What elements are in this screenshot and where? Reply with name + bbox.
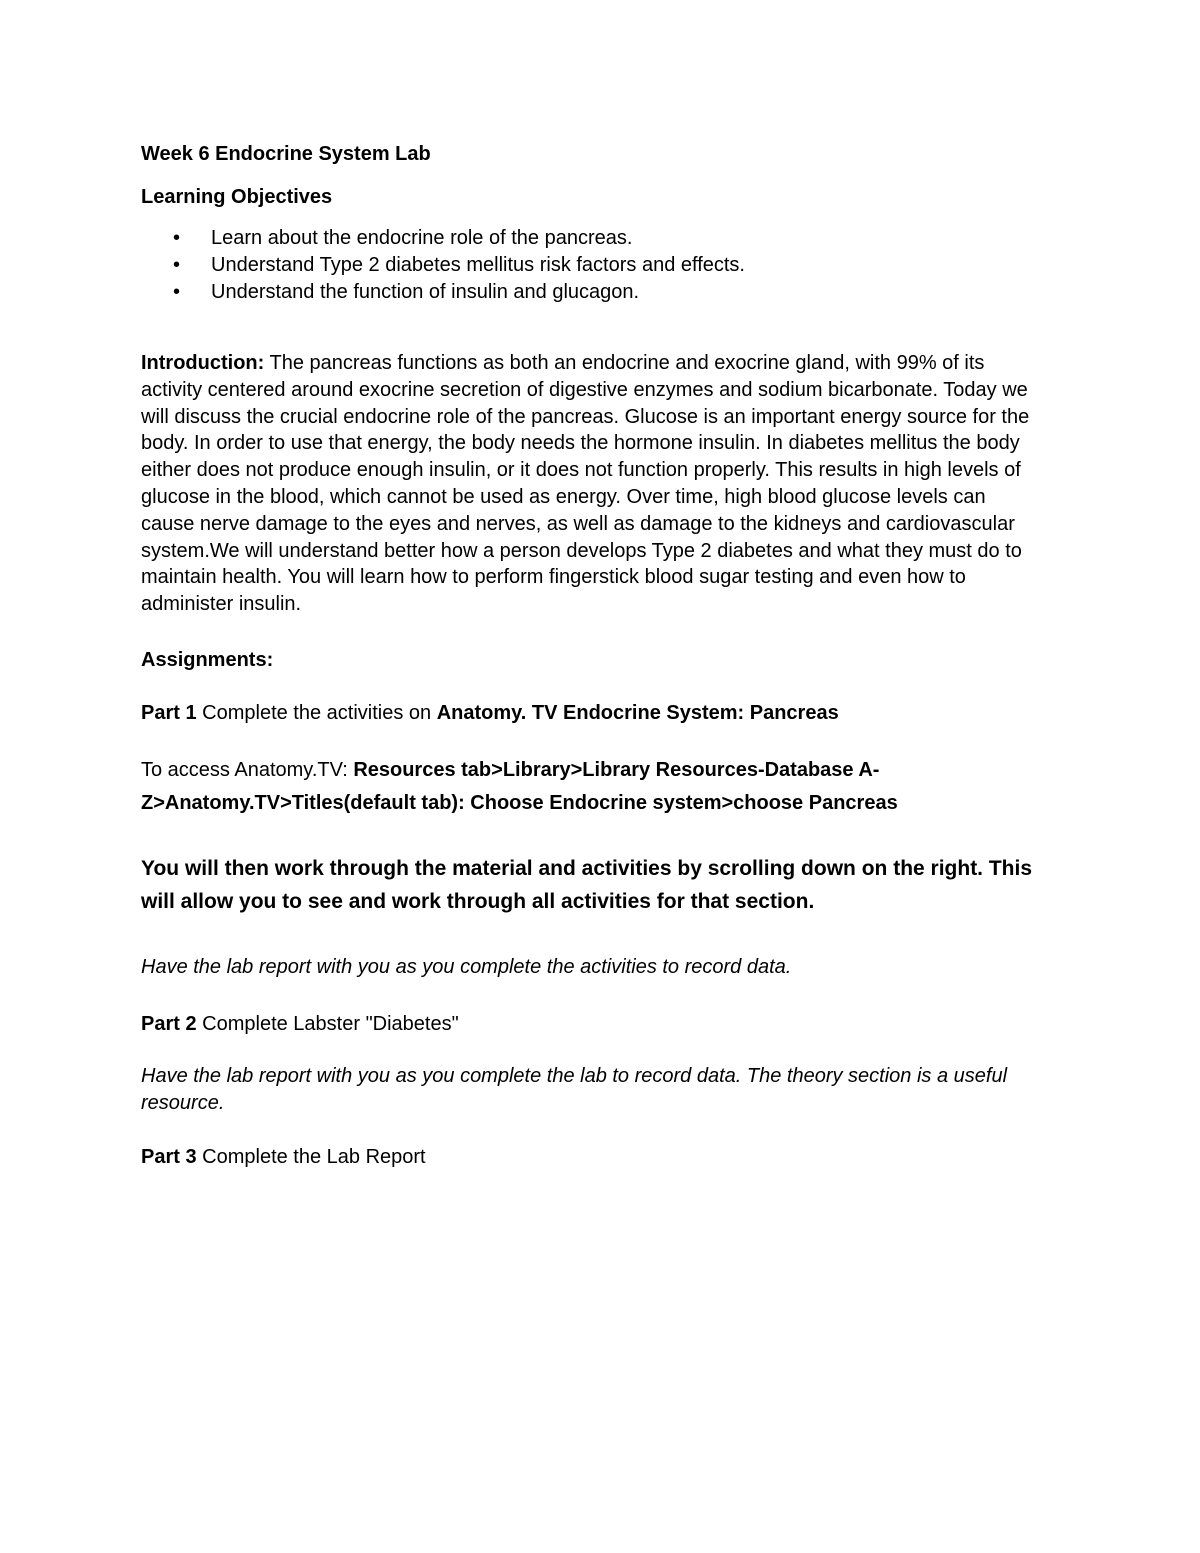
access-instructions [141,754,1041,820]
scroll-note: You will then work through the material and activities by scrolling down on the right. This will allow you to see and work through all activities for that section. [141,857,1033,913]
introduction-paragraph [141,350,1041,618]
part1-paragraph [141,699,1041,727]
list-item [141,279,1021,306]
part2-label: Part 2 [141,1013,197,1035]
part1-target: Anatomy. TV Endocrine System: Pancreas [436,702,839,724]
document-title: Week 6 Endocrine System Lab [141,143,431,165]
part3-label: Part 3 [141,1146,197,1168]
list-item [141,252,1021,279]
part2-paragraph [141,1010,459,1038]
bullet-icon: • [173,281,181,303]
part3-paragraph [141,1143,426,1171]
bullet-icon: • [173,254,181,276]
access-path: Resources tab>Library>Library Resources-Database A-Z>Anatomy.TV>Titles(default tab): Choose Endocrine system>choose Pancreas [141,759,898,814]
part1-text: Complete the activities on [196,702,437,724]
introduction-text: The pancreas functions as both an endocrine and exocrine gland, with 99% of its activity centered around exocrine secretion of digestive enzymes and sodium bicarbonate. Today we will discuss the crucial endocrine role of the pancreas. Glucose is an important energy source for the body. In order to use that energy, the body needs the hormone insulin. In diabetes mellitus the body either does not produce enough insulin, or it does not function properly. This results in high levels of glucose in the blood, which cannot be used as energy. Over time, high blood glucose levels can cause nerve damage to the eyes and nerves, as well as damage to the kidneys and cardiovascular system.We will understand better how a person develops Type 2 diabetes and what they must do to maintain health. You will learn how to perform fingerstick blood sugar testing and even how to administer insulin. [141,352,1030,616]
document-page [141,0,1041,1553]
objectives-list [141,225,1021,306]
access-prefix: To access Anatomy.TV: [141,759,354,781]
list-item [141,225,1021,252]
objective-text: Understand Type 2 diabetes mellitus risk factors and effects. [211,254,745,276]
report-note-activities: Have the lab report with you as you complete the activities to record data. [141,956,792,978]
objectives-heading: Learning Objectives [141,186,333,208]
part3-text: Complete the Lab Report [196,1146,426,1168]
bullet-icon: • [173,227,181,249]
objective-text: Learn about the endocrine role of the pancreas. [211,227,633,249]
introduction-label: Introduction: [141,352,265,374]
report-note-lab: Have the lab report with you as you complete the lab to record data. The theory section is a useful resource. [141,1065,1008,1114]
assignments-heading: Assignments: [141,649,274,671]
objective-text: Understand the function of insulin and glucagon. [211,281,640,303]
part2-text: Complete Labster "Diabetes" [196,1013,459,1035]
part1-label: Part 1 [141,702,197,724]
